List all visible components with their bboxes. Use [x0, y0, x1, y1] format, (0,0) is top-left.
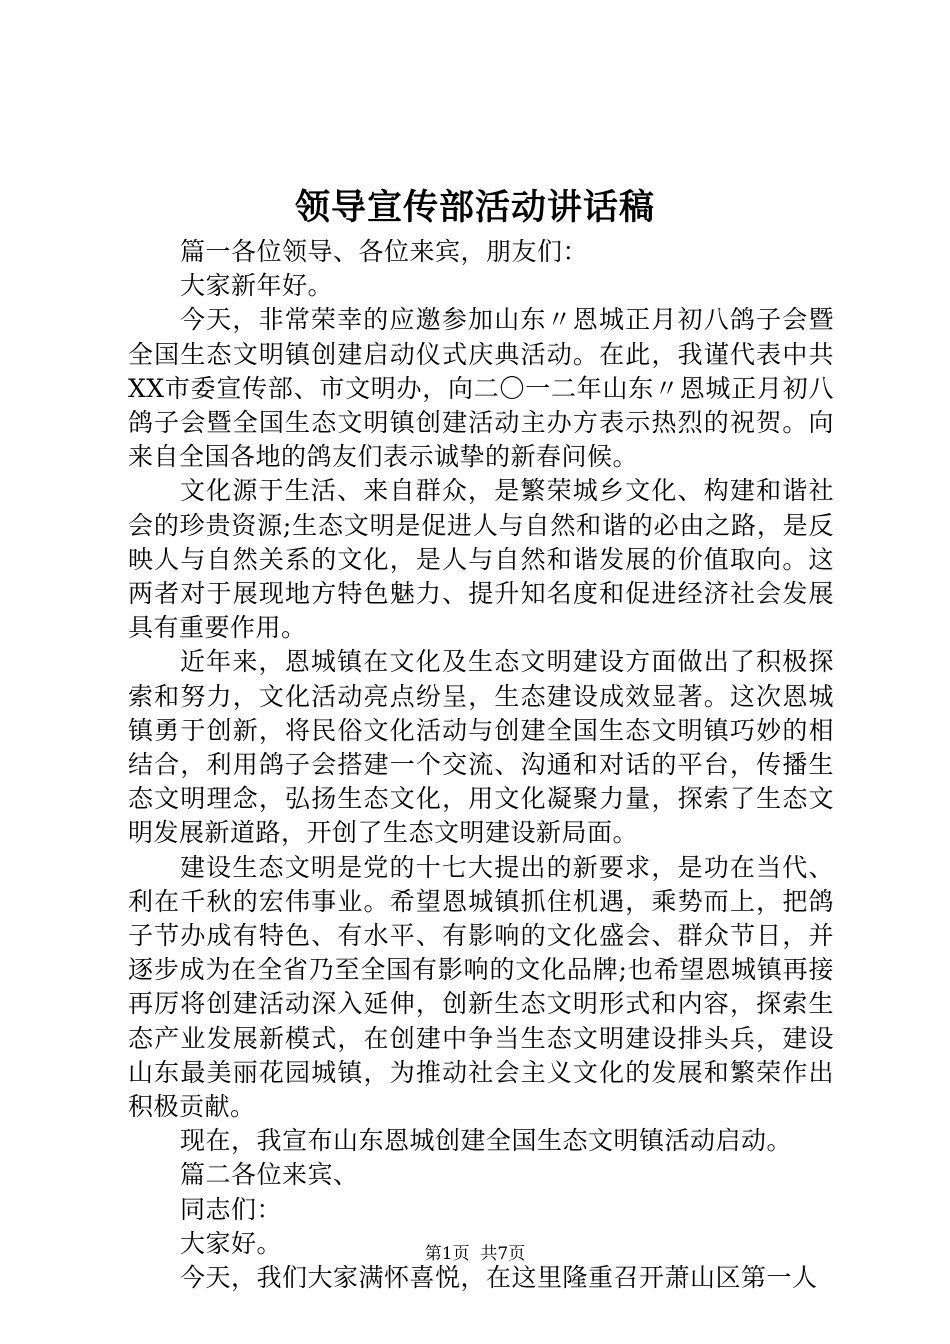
paragraph: 大家好。	[180, 1228, 283, 1258]
paragraph: 现在，我宣布山东恩城创建全国生态文明镇活动启动。	[180, 1126, 793, 1156]
document-body	[128, 235, 834, 1295]
paragraph: 今天，非常荣幸的应邀参加山东〃恩城正月初八鸽子会暨全国生态文明镇创建启动仪式庆典活动。在此，我谨代表中共XX市委宣传部、市文明办，向二〇一二年山东〃恩城正月初八鸽子会暨全国生态文明镇创建活动主办方表示热烈的祝贺。向来自全国各地的鸽友们表示诚挚的新春问候。	[128, 305, 834, 472]
document-title: 领导宣传部活动讲话稿	[294, 187, 655, 228]
paragraph: 同志们：	[180, 1194, 283, 1224]
paragraph: 篇一各位领导、各位来宾，朋友们：	[180, 237, 589, 266]
paragraph: 文化源于生活、来自群众，是繁荣城乡文化、构建和谐社会的珍贵资源;生态文明是促进人与自然和谐的必由之路，是反映人与自然关系的文化，是人与自然和谐发展的价值取向。这两者对于展现地方特色魅力、提升知名度和促进经济社会发展具有重要作用。	[128, 476, 834, 643]
paragraph: 近年来，恩城镇在文化及生态文明建设方面做出了积极探索和努力，文化活动亮点纷呈，生态建设成效显著。这次恩城镇勇于创新，将民俗文化活动与创建全国生态文明镇巧妙的相结合，利用鸽子会搭建一个交流、沟通和对话的平台，传播生态文明理念，弘扬生态文化，用文化凝聚力量，探索了生态文明发展新道路，开创了生态文明建设新局面。	[128, 647, 834, 848]
paragraph: 今天，我们大家满怀喜悦，在这里隆重召开萧山区第一人	[180, 1263, 818, 1293]
page-total: 共7页	[480, 1244, 526, 1264]
paragraph: 大家新年好。	[180, 271, 334, 301]
page-number: 第1页	[424, 1244, 470, 1264]
paragraph: 篇二各位来宾、	[180, 1160, 359, 1190]
paragraph: 建设生态文明是党的十七大提出的新要求，是功在当代、利在千秋的宏伟事业。希望恩城镇抓住机遇，乘势而上，把鸽子节办成有特色、有水平、有影响的文化盛会、群众节日，并逐步成为在全省乃至全国有影响的文化品牌;也希望恩城镇再接再厉将创建活动深入延伸，创新生态文明形式和内容，探索生态产业发展新模式，在创建中争当生态文明建设排头兵，建设山东最美丽花园城镇，为推动社会主义文化的发展和繁荣作出积极贡献。	[128, 852, 834, 1122]
page-footer	[0, 1242, 950, 1266]
